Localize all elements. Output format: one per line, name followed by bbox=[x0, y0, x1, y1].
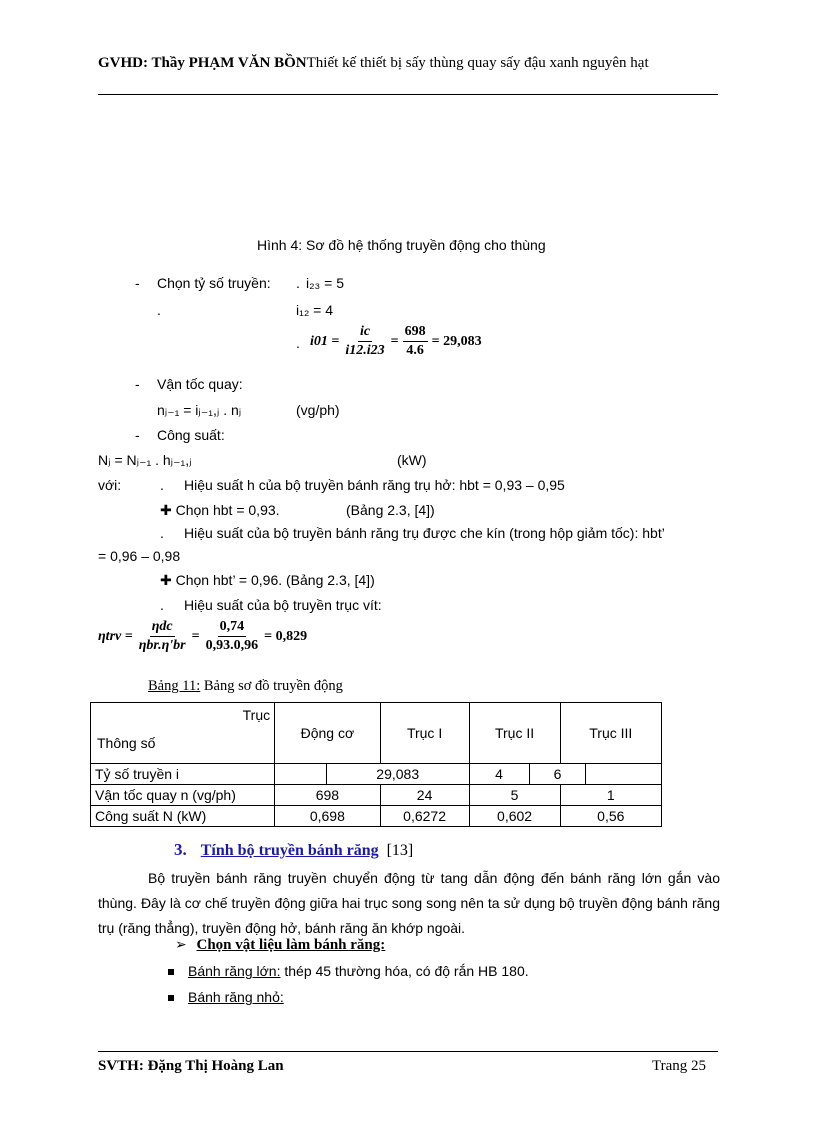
section-3-title-link[interactable]: Tính bộ truyền bánh răng bbox=[200, 842, 379, 859]
dash-2: - bbox=[135, 376, 140, 392]
eta-frac-2 bbox=[204, 618, 261, 655]
formula-i01 bbox=[310, 323, 482, 360]
table-cell: 24 bbox=[380, 785, 469, 806]
table-cell: 0,6272 bbox=[380, 806, 469, 827]
row-label: Công suất N (kW) bbox=[91, 806, 275, 827]
list-item bbox=[168, 989, 284, 1005]
van-toc-label: Vận tốc quay: bbox=[157, 376, 243, 392]
i01-frac-2 bbox=[403, 323, 428, 360]
eta-num-2: 0,74 bbox=[218, 618, 247, 637]
section-3-ref: [13] bbox=[386, 842, 414, 859]
page-header bbox=[98, 52, 718, 74]
corner-top: Trục bbox=[242, 707, 271, 723]
i01-num-1: ic bbox=[358, 323, 372, 342]
table-row bbox=[91, 764, 662, 785]
footer-svth: SVTH: Đặng Thị Hoàng Lan bbox=[98, 1058, 284, 1074]
header-gvhd: GVHD: Thầy PHẠM VĂN BỒN bbox=[98, 55, 307, 71]
nj-formula: nⱼ₋₁ = iⱼ₋₁,ⱼ . nⱼ bbox=[157, 402, 242, 418]
row-label: Vận tốc quay n (vg/ph) bbox=[91, 785, 275, 806]
table-cell: 5 bbox=[469, 785, 560, 806]
transmission-table bbox=[90, 702, 662, 827]
table-header-cell: Trục III bbox=[560, 703, 661, 764]
chon-hbt: ✚ Chọn hbt = 0,93. bbox=[160, 502, 280, 518]
dot-6: . bbox=[160, 597, 164, 613]
hieu-suat-1: Hiệu suất h của bộ truyền bánh răng trụ hở: hbt = 0,93 – 0,95 bbox=[184, 477, 565, 493]
table-header-row bbox=[91, 703, 662, 764]
hieu-suat-2b: = 0,96 – 0,98 bbox=[98, 548, 181, 564]
i01-frac-1 bbox=[343, 323, 386, 360]
i01-num-2: 698 bbox=[403, 323, 428, 342]
table-cell bbox=[275, 764, 327, 785]
eta-den-2: 0,93.0,96 bbox=[205, 638, 259, 653]
dot-2: . bbox=[157, 302, 161, 318]
voi-label: với: bbox=[98, 477, 122, 493]
dot-5: . bbox=[160, 525, 164, 541]
table-cell: 0,698 bbox=[275, 806, 381, 827]
table-cell: 0,602 bbox=[469, 806, 560, 827]
square-bullet-icon bbox=[168, 995, 174, 1001]
eta-num-1: ηdc bbox=[150, 618, 175, 637]
table-header-cell: Trục I bbox=[380, 703, 469, 764]
bullet-text: thép 45 thường hóa, có độ rắn HB 180. bbox=[280, 963, 529, 979]
dot-4: . bbox=[160, 477, 164, 493]
i01-den-1: i12.i23 bbox=[345, 343, 385, 358]
material-subheading bbox=[175, 937, 385, 954]
hieu-suat-2a: Hiệu suất của bộ truyền bánh răng trụ được che kín (trong hộp giảm tốc): hbt’ bbox=[184, 525, 665, 541]
i01-result: = 29,083 bbox=[431, 333, 482, 349]
eta-eq: = bbox=[191, 628, 200, 644]
footer-rule bbox=[98, 1051, 718, 1052]
table-cell: 1 bbox=[560, 785, 661, 806]
section-3-heading bbox=[174, 840, 413, 860]
table-cell: 698 bbox=[275, 785, 381, 806]
chon-hbt2: ✚ Chọn hbt’ = 0,96. (Bảng 2.3, [4]) bbox=[160, 572, 375, 588]
i23-formula: i₂₃ = 5 bbox=[306, 275, 344, 291]
cong-suat-label: Công suất: bbox=[157, 427, 225, 443]
table-cell: 4 bbox=[469, 764, 529, 785]
list-item bbox=[168, 963, 529, 979]
table-cell: 6 bbox=[529, 764, 586, 785]
square-bullet-icon bbox=[168, 969, 174, 975]
dash-1: - bbox=[135, 275, 140, 291]
bullet-label: Bánh răng lớn: bbox=[188, 963, 281, 979]
chon-ty-so-label: Chọn tỷ số truyền: bbox=[157, 275, 271, 291]
section-3-number: 3. bbox=[174, 840, 187, 859]
table-header-cell: Động cơ bbox=[275, 703, 381, 764]
table-corner-cell bbox=[91, 703, 275, 764]
i01-lhs: i01 = bbox=[310, 333, 340, 349]
i01-den-2: 4.6 bbox=[406, 343, 424, 358]
table-row bbox=[91, 806, 662, 827]
dash-3: - bbox=[135, 427, 140, 443]
header-title: Thiết kế thiết bị sấy thùng quay sấy đậu xanh nguyên hạt bbox=[306, 55, 649, 71]
eta-result: = 0,829 bbox=[264, 628, 308, 644]
nj-unit: (vg/ph) bbox=[296, 402, 340, 418]
table-caption-label: Bảng 11: bbox=[148, 678, 201, 694]
eta-lhs: ηtrv = bbox=[98, 628, 133, 644]
i12-formula: i₁₂ = 4 bbox=[296, 302, 334, 318]
chon-hbt-ref: (Bảng 2.3, [4]) bbox=[346, 502, 435, 518]
figure-caption: Hình 4: Sơ đồ hệ thống truyền động cho thùng bbox=[257, 237, 546, 253]
table-caption bbox=[148, 678, 343, 695]
row-label: Tỷ số truyền i bbox=[91, 764, 275, 785]
hieu-suat-3: Hiệu suất của bộ truyền trục vít: bbox=[184, 597, 382, 613]
eta-den-1: ηbr.η'br bbox=[138, 638, 186, 653]
arrow-bullet-icon: ➢ bbox=[175, 938, 187, 953]
header-rule bbox=[98, 94, 718, 95]
table-cell bbox=[586, 764, 662, 785]
eta-frac-1 bbox=[137, 618, 188, 655]
i01-eq: = bbox=[390, 333, 399, 349]
corner-bottom: Thông số bbox=[97, 735, 156, 751]
dot-1: . bbox=[296, 275, 300, 291]
section-3-paragraph: Bộ truyền bánh răng truyền chuyển động từ tang dẫn động đến bánh răng lớn gắn vào thùng. Đây là cơ chế truyền động giữa hai trục song song nên ta sử dụng bộ truyền động bánh răng trụ (răng thẳng), truyền động hở, bánh răng ăn khớp ngoài. bbox=[98, 870, 720, 936]
table-cell: 0,56 bbox=[560, 806, 661, 827]
material-subheading-text: Chọn vật liệu làm bánh răng: bbox=[196, 937, 386, 953]
Nj-formula: Nⱼ = Nⱼ₋₁ . hⱼ₋₁,ⱼ bbox=[98, 452, 192, 468]
table-header-cell: Trục II bbox=[469, 703, 560, 764]
dot-3: . bbox=[296, 335, 300, 351]
table-cell: 29,083 bbox=[326, 764, 469, 785]
table-row bbox=[91, 785, 662, 806]
footer-page-number: Trang 25 bbox=[652, 1058, 707, 1074]
table-caption-text: Bảng sơ đồ truyền động bbox=[200, 678, 343, 694]
formula-eta bbox=[98, 618, 307, 655]
bullet-label: Bánh răng nhỏ: bbox=[188, 989, 284, 1005]
Nj-unit: (kW) bbox=[397, 452, 427, 468]
